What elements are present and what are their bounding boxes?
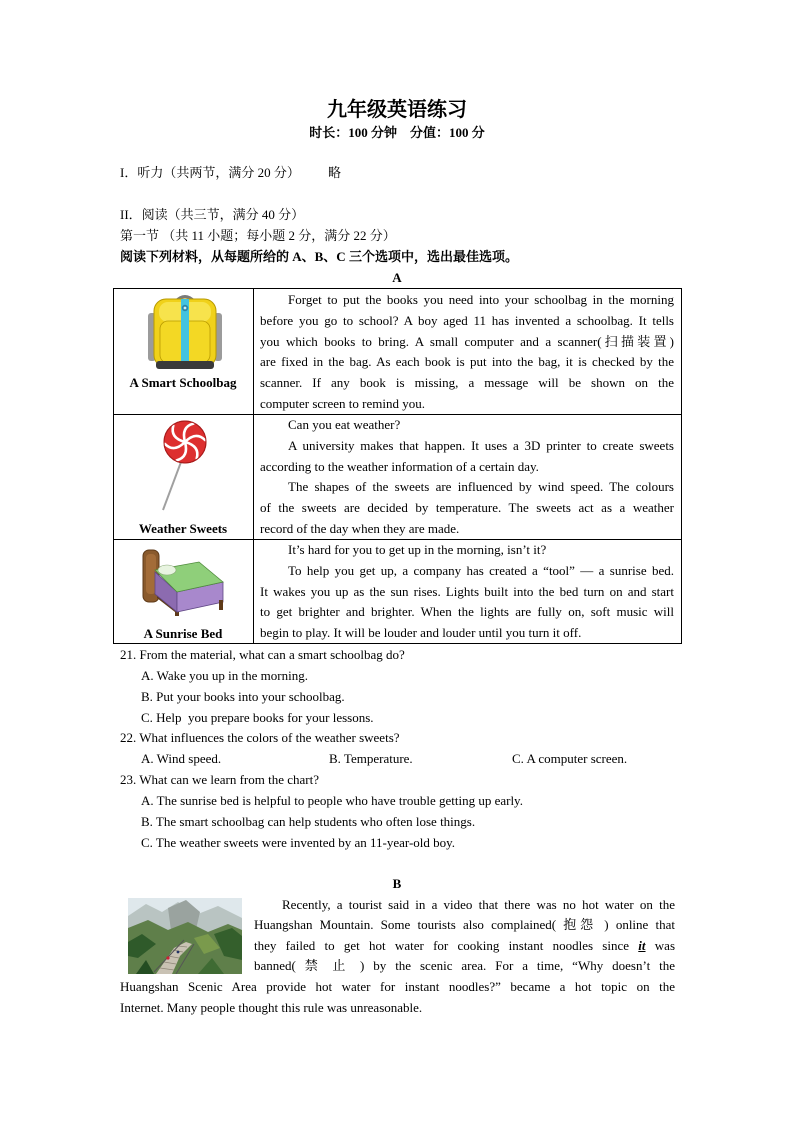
row-text-line: It wakes you up as the sun rises. Lights built into the bed turn on and start xyxy=(260,584,674,599)
part1-note: 略 xyxy=(328,165,342,180)
exam-duration-and-score: 时长：100 分钟 分值：100 分 xyxy=(309,125,485,140)
question-option: B. Temperature. xyxy=(329,751,413,766)
row-text-line: record of the day when they are made. xyxy=(260,521,460,536)
row-caption: Weather Sweets xyxy=(138,521,228,536)
yellow-schoolbag-image xyxy=(146,291,224,373)
question-stem: 21. From the material, what can a smart schoolbag do? xyxy=(120,647,405,662)
passage-line-segment: they failed to get hot water for cooking instant noodles since xyxy=(254,938,639,953)
passage-line xyxy=(254,935,675,956)
row-text-line: The shapes of the sweets are influenced by wind speed. The colours xyxy=(288,479,674,494)
row-text-line: Forget to put the books you need into your schoolbag in the morning xyxy=(288,292,674,307)
lollipop-image xyxy=(157,420,213,512)
question-option: A. Wake you up in the morning. xyxy=(141,668,308,683)
question-option: C. A computer screen. xyxy=(512,751,628,766)
question-stem: 22. What influences the colors of the weather sweets? xyxy=(120,730,400,745)
row-text-line: It’s hard for you to get up in the morning, isn’t it? xyxy=(288,542,547,557)
row-text-line: according to the weather information of a certain day. xyxy=(260,459,539,474)
row-caption: A Smart Schoolbag xyxy=(129,375,237,390)
row-text-line: computer screen to remind you. xyxy=(260,396,425,411)
passage-line: Internet. Many people thought this rule was unreasonable. xyxy=(120,1000,423,1015)
row-text-line: Can you eat weather? xyxy=(288,417,401,432)
passage-b-label: B xyxy=(392,876,402,891)
question-option: B. Put your books into your schoolbag. xyxy=(141,689,345,704)
part2-heading: II．阅读（共三节，满分 40 分） xyxy=(120,207,305,222)
row-text-line: scanner. If any book is missing, a message will be shown on the xyxy=(260,375,674,390)
row-text-line: begin to play. It will be louder and louder until you turn it off. xyxy=(260,625,582,640)
passage-line: Huangshan Mountain. Some tourists also complained( 抱怨 ) online that xyxy=(254,917,675,932)
row-text-line: before you go to school? A boy aged 11 has invented a schoolbag. It tells xyxy=(260,313,674,328)
reading-instruction: 阅读下列材料，从每题所给的 A、B、C 三个选项中，选出最佳选项。 xyxy=(120,249,518,264)
question-option: C. The weather sweets were invented by an 11-year-old boy. xyxy=(141,835,456,850)
part1-heading: I．听力（共两节，满分 20 分） xyxy=(120,165,300,180)
emphasized-word: it xyxy=(638,938,646,953)
question-option: B. The smart schoolbag can help students who often lose things. xyxy=(141,814,476,829)
passage-line: Huangshan Scenic Area provide hot water for instant noodles?” became a hot topic on the xyxy=(120,979,675,994)
row-text-line: you which books to bring. A small computer and a scanner(扫描装置) xyxy=(260,334,674,349)
passage-line: Recently, a tourist said in a video that there was no hot water on the xyxy=(282,897,675,912)
row-text-line: are fixed in the bag. As each book is put into the bag, it is checked by the xyxy=(260,354,674,369)
question-option: A. The sunrise bed is helpful to people who have trouble getting up early. xyxy=(141,793,523,808)
question-option: A. Wind speed. xyxy=(141,751,222,766)
question-stem: 23. What can we learn from the chart? xyxy=(120,772,319,787)
passage-line: banned( 禁 止 ) by the scenic area. For a time, “Why doesn’t the xyxy=(254,958,675,973)
row-text-line: of the sweets are decided by temperature. The sweets act as a weather xyxy=(260,500,674,515)
page-title: 九年级英语练习 xyxy=(327,99,467,121)
row-text-line: A university makes that happen. It uses a 3D printer to create sweets xyxy=(288,438,674,453)
row-text-line: To help you get up, a company has created a “tool” — a sunrise bed. xyxy=(288,563,674,578)
passage-a-label: A xyxy=(392,270,402,285)
row-text-line: to get brighter and brighter. When the lights are fully on, soft music will xyxy=(260,604,674,619)
bed-image xyxy=(141,546,225,616)
huangshan-mountain-photo xyxy=(128,898,242,974)
section1-heading: 第一节 （共 11 小题；每小题 2 分，满分 22 分） xyxy=(120,228,396,243)
table-column-divider xyxy=(253,288,254,643)
passage-line-segment: was xyxy=(645,938,676,953)
row-caption: A Sunrise Bed xyxy=(143,626,223,641)
question-option: C. Help you prepare books for your lessons. xyxy=(141,710,374,725)
